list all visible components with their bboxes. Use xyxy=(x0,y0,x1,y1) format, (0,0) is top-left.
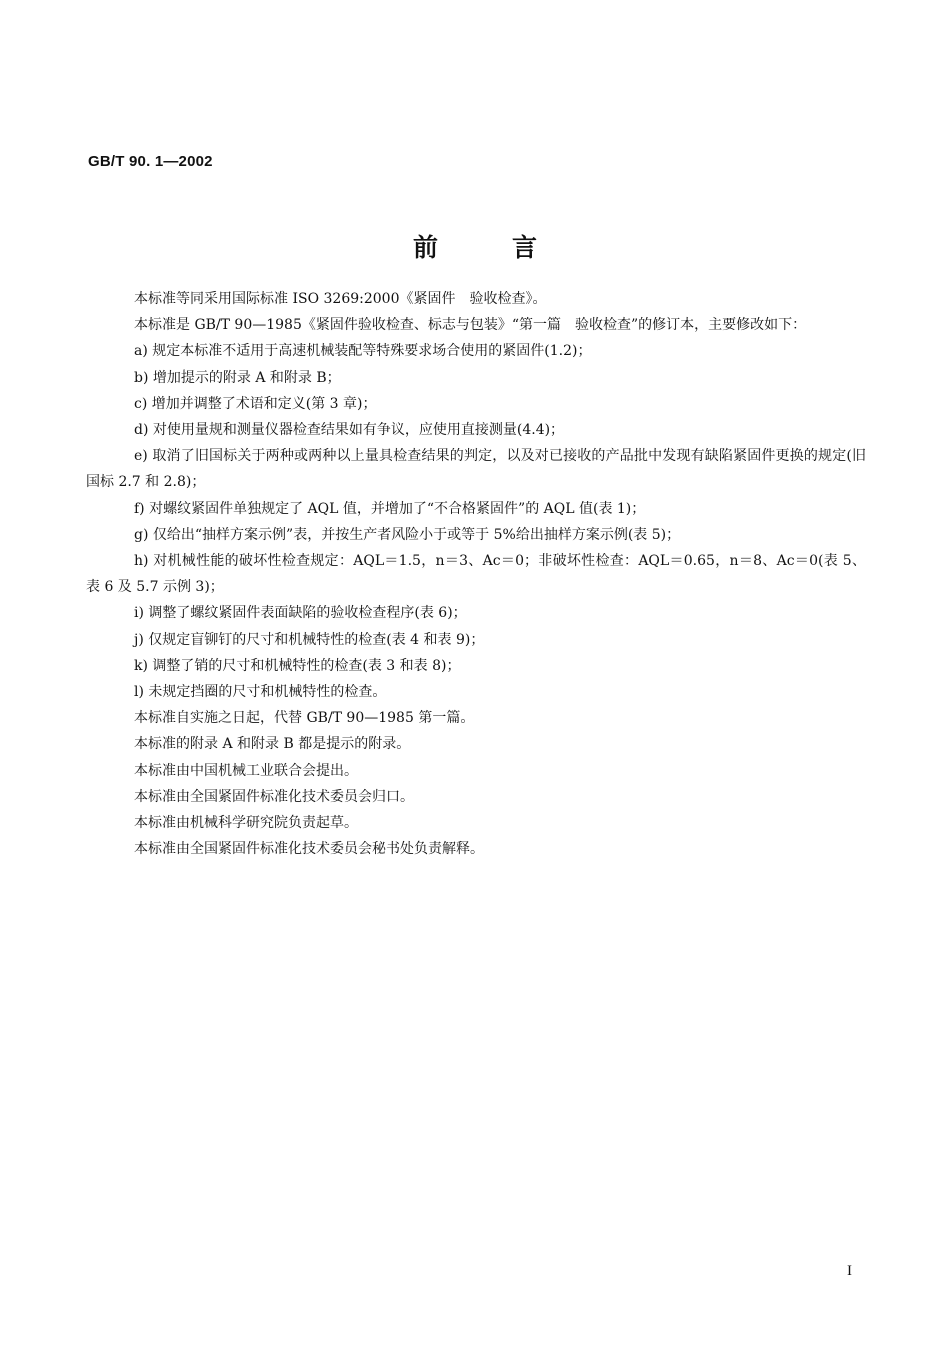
standard-code: GB/T 90. 1—2002 xyxy=(88,153,213,170)
list-item-g: g) 仅给出“抽样方案示例”表，并按生产者风险小于或等于 5%给出抽样方案示例(表 5)； xyxy=(134,526,681,543)
foreword-body xyxy=(86,286,866,862)
list-item-c: c) 增加并调整了术语和定义(第 3 章)； xyxy=(134,395,377,412)
paragraph-replaces: 本标准自实施之日起，代替 GB/T 90—1985 第一篇。 xyxy=(134,710,475,727)
paragraph-annexes: 本标准的附录 A 和附录 B 都是提示的附录。 xyxy=(134,736,411,753)
list-item-j: j) 仅规定盲铆钉的尺寸和机械特性的检查(表 4 和表 9)； xyxy=(134,631,485,648)
paragraph-drafted-by: 本标准由机械科学研究院负责起草。 xyxy=(134,815,358,832)
paragraph-interpreted-by: 本标准由全国紧固件标准化技术委员会秘书处负责解释。 xyxy=(134,841,484,858)
list-item-a: a) 规定本标准不适用于高速机械装配等特殊要求场合使用的紧固件(1.2)； xyxy=(134,343,592,360)
list-item-d: d) 对使用量规和测量仪器检查结果如有争议，应使用直接测量(4.4)； xyxy=(134,422,565,439)
list-item-l: l) 未规定挡圈的尺寸和机械特性的检查。 xyxy=(134,684,387,701)
page-number: I xyxy=(847,1263,852,1279)
list-item-e: e) 取消了旧国标关于两种或两种以上量具检查结果的判定，以及对已接收的产品批中发现有缺陷紧固件更换的规定(旧国标 2.7 和 2.8)； xyxy=(86,448,866,491)
list-item-i: i) 调整了螺纹紧固件表面缺陷的验收检查程序(表 6)； xyxy=(134,605,467,622)
list-item-k: k) 调整了销的尺寸和机械特性的检查(表 3 和表 8)； xyxy=(134,657,461,674)
paragraph-centralized-by: 本标准由全国紧固件标准化技术委员会归口。 xyxy=(134,788,414,805)
paragraph-adoption: 本标准等同采用国际标准 ISO 3269:2000《紧固件 验收检查》。 xyxy=(134,291,547,307)
list-item-h: h) 对机械性能的破坏性检查规定：AQL＝1.5，n＝3、Ac＝0；非破坏性检查：AQL＝0.65，n＝8、Ac＝0(表 5、表 6 及 5.7 示例 3)； xyxy=(86,553,866,596)
list-item-f: f) 对螺纹紧固件单独规定了 AQL 值，并增加了“不合格紧固件”的 AQL 值(表 1)； xyxy=(134,500,646,517)
list-item-b: b) 增加提示的附录 A 和附录 B； xyxy=(134,369,341,386)
page-title: 前言 xyxy=(412,233,611,262)
paragraph-proposed-by: 本标准由中国机械工业联合会提出。 xyxy=(134,762,358,779)
paragraph-revision-intro: 本标准是 GB/T 90—1985《紧固件验收检查、标志与包装》“第一篇 验收检查”的修订本，主要修改如下： xyxy=(134,317,807,334)
